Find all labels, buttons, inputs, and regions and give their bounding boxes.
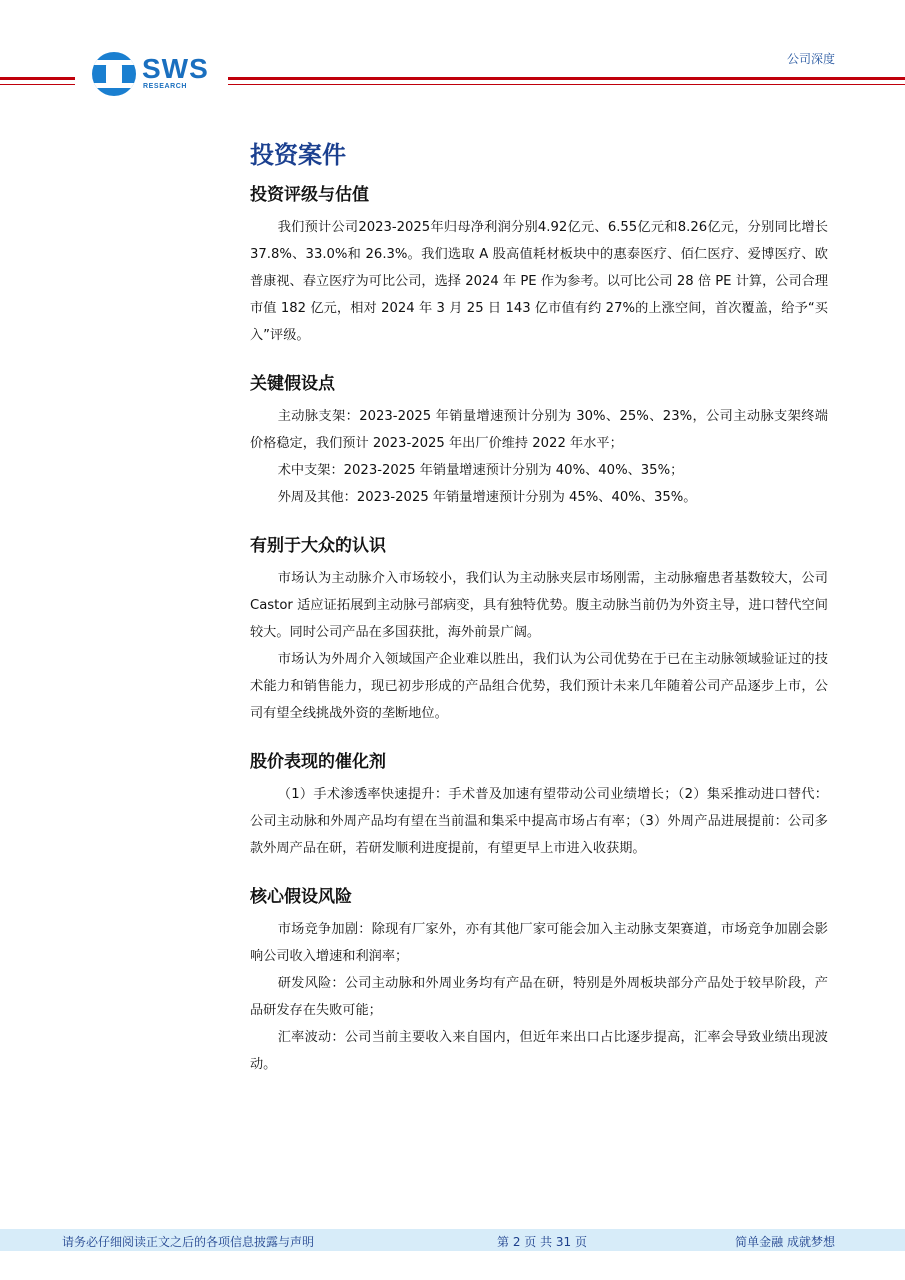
section-title: 投资评级与估值: [250, 185, 369, 205]
page-title: 投资案件: [250, 141, 346, 169]
footer-disclaimer: 请务必仔细阅读正文之后的各项信息披露与声明: [62, 1235, 315, 1249]
paragraph: 术中支架：2023-2025 年销量增速预计分别为 40%、40%、35%；: [277, 463, 684, 478]
document-type-label: 公司深度: [786, 52, 835, 66]
paragraph: 市场竞争加剧：除现有厂家外，亦有其他厂家可能会加入主动脉支架赛道，市场竞争加剧会影响公司收入增速和利润率；: [250, 922, 828, 964]
header-rule-right-thin: [228, 84, 905, 85]
section-title: 有别于大众的认识: [250, 536, 386, 556]
section-catalysts: [250, 749, 828, 862]
page-number: 第 2 页 共 31 页: [497, 1235, 587, 1249]
section-title: 股价表现的催化剂: [250, 752, 386, 772]
section-title: 关键假设点: [250, 374, 335, 394]
footer-slogan: 简单金融 成就梦想: [735, 1235, 835, 1249]
logo-text: SWS: [142, 53, 209, 84]
paragraph: 研发风险：公司主动脉和外周业务均有产品在研，特别是外周板块部分产品处于较早阶段，产品研发存在失败可能；: [250, 976, 828, 1018]
sws-logo-icon: [92, 52, 136, 96]
logo-subtext: RESEARCH: [143, 83, 188, 90]
report-body: [250, 138, 828, 1078]
paragraph: 主动脉支架：2023-2025 年销量增速预计分别为 30%、25%、23%，公司主动脉支架终端价格稳定，我们预计 2023-2025 年出厂价维持 2022 年水平；: [250, 409, 828, 451]
paragraph: 外周及其他：2023-2025 年销量增速预计分别为 45%、40%、35%。: [277, 490, 697, 505]
section-risks: [250, 884, 828, 1078]
paragraph: 我们预计公司2023-2025年归母净利润分别4.92亿元、6.55亿元和8.26亿元，分别同比增长 37.8%、33.0%和 26.3%。我们选取 A 股高值耗材板块中的惠泰医疗、佰仁医疗、爱博医疗、欧普康视、春立医疗为可比公司，选择 2024 年 PE 作为参考。以可比公司 28 倍 PE 计算，公司合理市值 182 亿元，相对 2024 年 3 月 25 日 143 亿市值有约 27%的上涨空间，首次覆盖，给予“买入”评级。: [250, 220, 829, 343]
section-title: 核心假设风险: [250, 887, 352, 907]
paragraph: 汇率波动：公司当前主要收入来自国内，但近年来出口占比逐步提高，汇率会导致业绩出现波动。: [250, 1030, 828, 1072]
paragraph: 市场认为主动脉介入市场较小，我们认为主动脉夹层市场刚需，主动脉瘤患者基数较大，公司 Castor 适应证拓展到主动脉弓部病变，具有独特优势。腹主动脉当前仍为外资主导，进口替代空间较大。同时公司产品在多国获批，海外前景广阔。: [250, 571, 828, 640]
section-differentiated-view: [250, 533, 828, 727]
section-valuation: [250, 182, 828, 349]
header-rule-left-thin: [0, 84, 75, 85]
paragraph: （1）手术渗透率快速提升：手术普及加速有望带动公司业绩增长；（2）集采推动进口替代：公司主动脉和外周产品均有望在当前温和集采中提高市场占有率；（3）外周产品进展提前：公司多款外周产品在研，若研发顺利进度提前，有望更早上市进入收获期。: [250, 787, 828, 856]
header-rule-left: [0, 77, 75, 80]
sws-logo: [92, 52, 210, 98]
paragraph: 市场认为外周介入领域国产企业难以胜出，我们认为公司优势在于已在主动脉领域验证过的技术能力和销售能力，现已初步形成的产品组合优势，我们预计未来几年随着公司产品逐步上市，公司有望全线挑战外资的垄断地位。: [250, 652, 828, 721]
header-rule-right: [228, 77, 905, 80]
section-key-assumptions: [250, 371, 828, 511]
